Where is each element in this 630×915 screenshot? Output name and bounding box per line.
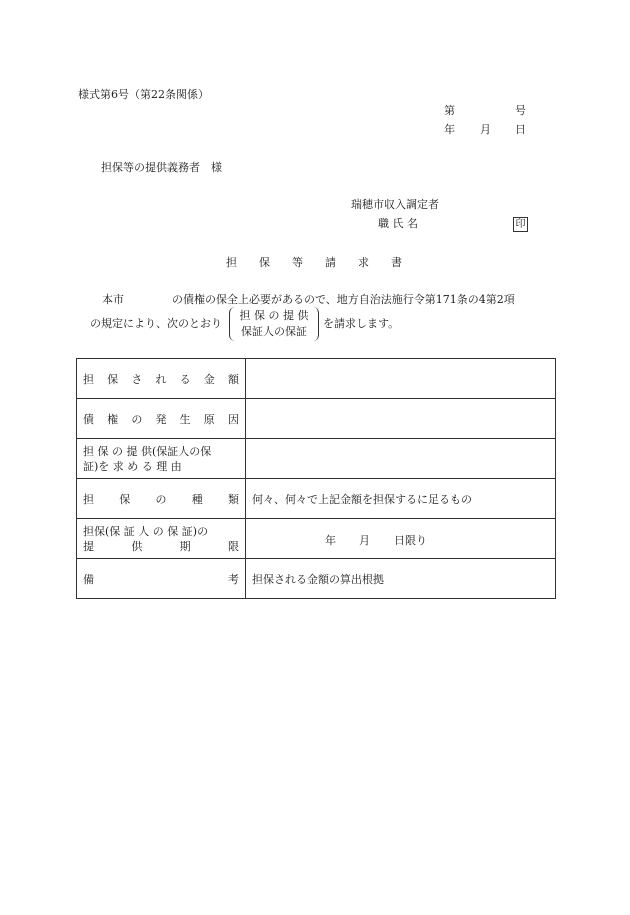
- row-label-remarks: 備 考: [77, 559, 246, 599]
- period-year: 年: [325, 533, 336, 547]
- issuer-org: 瑞穂市収入調定者: [351, 198, 439, 211]
- title-char: 請: [325, 256, 336, 269]
- row-label-cause: 債 権 の 発 生 原 因: [77, 399, 246, 439]
- body-line1-prefix: 本市: [102, 293, 124, 306]
- row-value-period[interactable]: [246, 519, 556, 559]
- title-char: 等: [292, 256, 303, 269]
- row-value-remarks[interactable]: 担保される金額の算出根拠: [246, 559, 556, 599]
- table-row: [77, 359, 556, 399]
- row-value-reason[interactable]: [246, 439, 556, 479]
- body-line1-rest: の債権の保全上必要があるので、地方自治法施行令第171条の4第2項: [172, 293, 515, 306]
- row-value-type[interactable]: 何々、何々で上記金額を担保するに足るもの: [246, 479, 556, 519]
- title-char: 担: [226, 256, 237, 269]
- form-number: 様式第6号（第22条関係）: [78, 88, 209, 101]
- row-label-period: 担保(保 証 人 の 保 証)の 提 供 期 限: [77, 519, 246, 559]
- doc-number-go: 号: [515, 104, 526, 117]
- issuer-name-label: 職 氏 名: [378, 217, 418, 230]
- title-char: 保: [259, 256, 270, 269]
- row-value-cause[interactable]: [246, 399, 556, 439]
- body-line2-suffix: を請求します。: [323, 317, 400, 330]
- brace-choice-top: 担 保 の 提 供: [239, 309, 309, 322]
- period-day: 日限り: [394, 533, 427, 547]
- table-row: [77, 399, 556, 439]
- row-label-reason: 担 保 の 提 供(保証人の保 証)を 求 め る 理 由: [77, 439, 246, 479]
- row-value-amount[interactable]: [246, 359, 556, 399]
- period-month: 月: [359, 533, 370, 547]
- table-row: [77, 519, 556, 559]
- seal-stamp: 印: [513, 217, 528, 232]
- body-line2-prefix: の規定により、次のとおり: [90, 317, 222, 330]
- row-label-type: 担 保 の 種 類: [77, 479, 246, 519]
- table-row: [77, 479, 556, 519]
- doc-number-dai: 第: [444, 104, 455, 117]
- title-char: 求: [358, 256, 369, 269]
- brace-choice-bottom: 保証人の保証: [241, 325, 307, 338]
- title-char: 書: [391, 256, 402, 269]
- date-day: 日: [515, 123, 526, 136]
- request-table: [76, 358, 556, 599]
- brace-choice: [229, 307, 319, 341]
- table-row: [77, 439, 556, 479]
- document-title: [226, 256, 402, 270]
- addressee: 担保等の提供義務者 様: [101, 161, 222, 174]
- date-year: 年: [444, 123, 455, 136]
- date-month: 月: [480, 123, 491, 136]
- row-label-amount: 担 保 さ れ る 金 額: [77, 359, 246, 399]
- table-row: [77, 559, 556, 599]
